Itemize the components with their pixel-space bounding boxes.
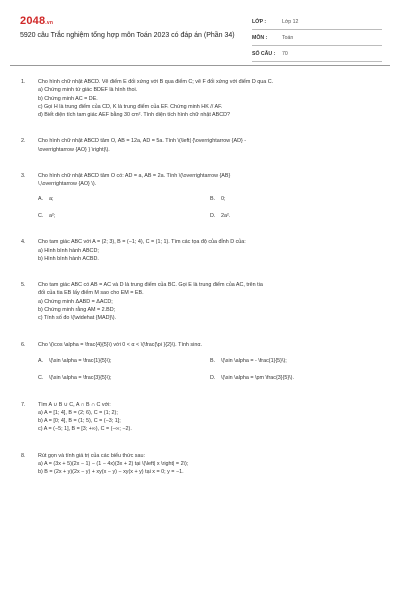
option-text: a; (49, 195, 54, 202)
question-list (0, 78, 400, 492)
option-text: \(\sin \alpha = - \frac{1}{5}\); (221, 357, 287, 364)
question-part: d) Biết diện tích tam giác AEF bằng 30 cm². Tính diện tích hình chữ nhật ABCD? (38, 112, 230, 119)
question-5 (0, 281, 400, 322)
question-number: 4. (21, 239, 26, 246)
question-6 (0, 341, 400, 383)
question-number: 7. (21, 401, 26, 408)
question-part: a) A = (3x + 5)(2x − 1) − (1 − 4x)(3x + 2) tại \(\left| x \right| = 2\); (38, 461, 189, 468)
question-8 (0, 452, 400, 477)
question-part: b) B = (2x + y)(2x − y) + xy(x − y) − xy(x + y) tại x = 0; y = −1. (38, 469, 184, 476)
question-text-cont: \,\overrightarrow {AO} \). (38, 181, 97, 188)
meta-value: Lớp 12 (282, 18, 299, 25)
question-text: Cho \(\cos \alpha = \frac{4}{5}\) với 0 < α < \(\frac{\pi }{2}\). Tính sinα. (38, 341, 202, 348)
option-text: 0; (221, 195, 226, 202)
question-part: b) A = [0; 4], B = (1; 5), C = (−3; 1]; (38, 418, 121, 425)
question-text-cont: đối của tia EB lấy điểm M sao cho EM = EB. (38, 290, 144, 297)
logo-text: 2048 (20, 15, 46, 27)
meta-label: LỚP : (252, 18, 267, 25)
question-4 (0, 238, 400, 263)
question-text: Cho hình chữ nhật ABCD. Vẽ điểm E đối xứng với B qua điểm C; vẽ F đối xứng với điểm D qua C. (38, 79, 274, 85)
question-3 (0, 172, 400, 220)
meta-row-subject (252, 30, 382, 46)
meta-label: SỐ CÂU : (252, 50, 276, 57)
question-text: Rút gọn và tính giá trị của các biểu thức sau: (38, 452, 145, 459)
question-text: Cho hình chữ nhật ABCD tâm O có: AD = a, AB = 2a. Tính \(\overrightarrow {AB} (38, 173, 231, 180)
question-number: 1. (21, 79, 26, 85)
option-letter: A. (38, 357, 44, 364)
option-letter: C. (38, 375, 44, 382)
option-b[interactable] (210, 357, 360, 365)
question-number: 3. (21, 173, 26, 180)
question-1 (0, 78, 400, 119)
meta-row-class (252, 14, 382, 30)
option-letter: B. (210, 195, 216, 202)
question-part: c) Tính số đo \(\widehat {MAD}\). (38, 315, 117, 322)
option-d[interactable] (210, 374, 360, 382)
site-logo[interactable] (20, 15, 53, 27)
option-c[interactable] (38, 212, 210, 220)
option-letter: B. (210, 357, 216, 364)
question-number: 6. (21, 341, 26, 348)
meta-row-count (252, 46, 382, 62)
meta-label: MÔN : (252, 34, 268, 41)
question-number: 2. (21, 138, 26, 145)
question-part: a) Hình bình hành ABCD; (38, 247, 99, 254)
question-7 (0, 401, 400, 434)
question-part: a) A = [1; 4], B = (2; 6), C = (1; 2); (38, 409, 118, 416)
question-text: Cho hình chữ nhật ABCD tâm O, AB = 12a, AD = 5a. Tính \(\left| {\overrightarrow {AD} - (38, 138, 247, 145)
question-part: a) Chứng minh tứ giác BDEF là hình thoi. (38, 87, 138, 94)
option-text: a²; (49, 212, 56, 219)
option-text: \(\sin \alpha = \pm \frac{3}{5}\). (221, 375, 294, 382)
answer-options (38, 195, 375, 221)
question-text: Cho tam giác ABC có AB = AC và D là trung điểm của BC. Gọi E là trung điểm của AC, trên tia (38, 282, 263, 289)
question-number: 5. (21, 282, 26, 289)
option-d[interactable] (210, 212, 360, 220)
question-text: Cho tam giác ABC với A = (2; 3), B = (−1; 4), C = (1; 1). Tìm các tọa độ của đỉnh D của: (38, 239, 246, 246)
option-letter: C. (38, 212, 44, 219)
meta-value: Toán (282, 34, 294, 41)
document-title: 5920 câu Trắc nghiệm tổng hợp môn Toán 2023 có đáp án (Phần 34) (20, 32, 235, 39)
question-part: c) A = (−5; 1], B = [3; +∞), C = (−∞; −2). (38, 426, 132, 433)
question-text-cont: \overrightarrow {AO} } \right|\). (38, 146, 110, 153)
question-part: b) Chứng minh AC = DE. (38, 95, 98, 102)
metadata-table (252, 14, 382, 62)
question-2 (0, 137, 400, 154)
meta-value: 70 (282, 50, 288, 57)
option-a[interactable] (38, 357, 210, 365)
option-letter: D. (210, 375, 216, 382)
question-part: b) Chứng minh rằng AM = 2.BD; (38, 307, 116, 314)
option-text: 2a². (221, 212, 231, 219)
question-part: b) Hình bình hành ACBD. (38, 255, 99, 262)
option-text: \(\sin \alpha = \frac{1}{5}\); (49, 357, 112, 364)
question-text: Tìm A ∪ B ∪ C, A ∩ B ∩ C với: (38, 401, 111, 408)
option-c[interactable] (38, 374, 210, 382)
answer-options (38, 357, 375, 383)
option-letter: A. (38, 195, 44, 202)
logo-suffix: .vn (45, 20, 54, 26)
header-divider (10, 65, 390, 66)
question-part: a) Chứng minh ΔABD = ΔACD; (38, 298, 113, 305)
question-number: 8. (21, 452, 26, 459)
option-letter: D. (210, 212, 216, 219)
question-part: c) Gọi H là trung điểm của CD, K là trung điểm của EF. Chứng minh HK // AF. (38, 103, 223, 110)
option-a[interactable] (38, 195, 210, 203)
option-text: \(\sin \alpha = \frac{3}{5}\); (49, 375, 112, 382)
option-b[interactable] (210, 195, 360, 203)
